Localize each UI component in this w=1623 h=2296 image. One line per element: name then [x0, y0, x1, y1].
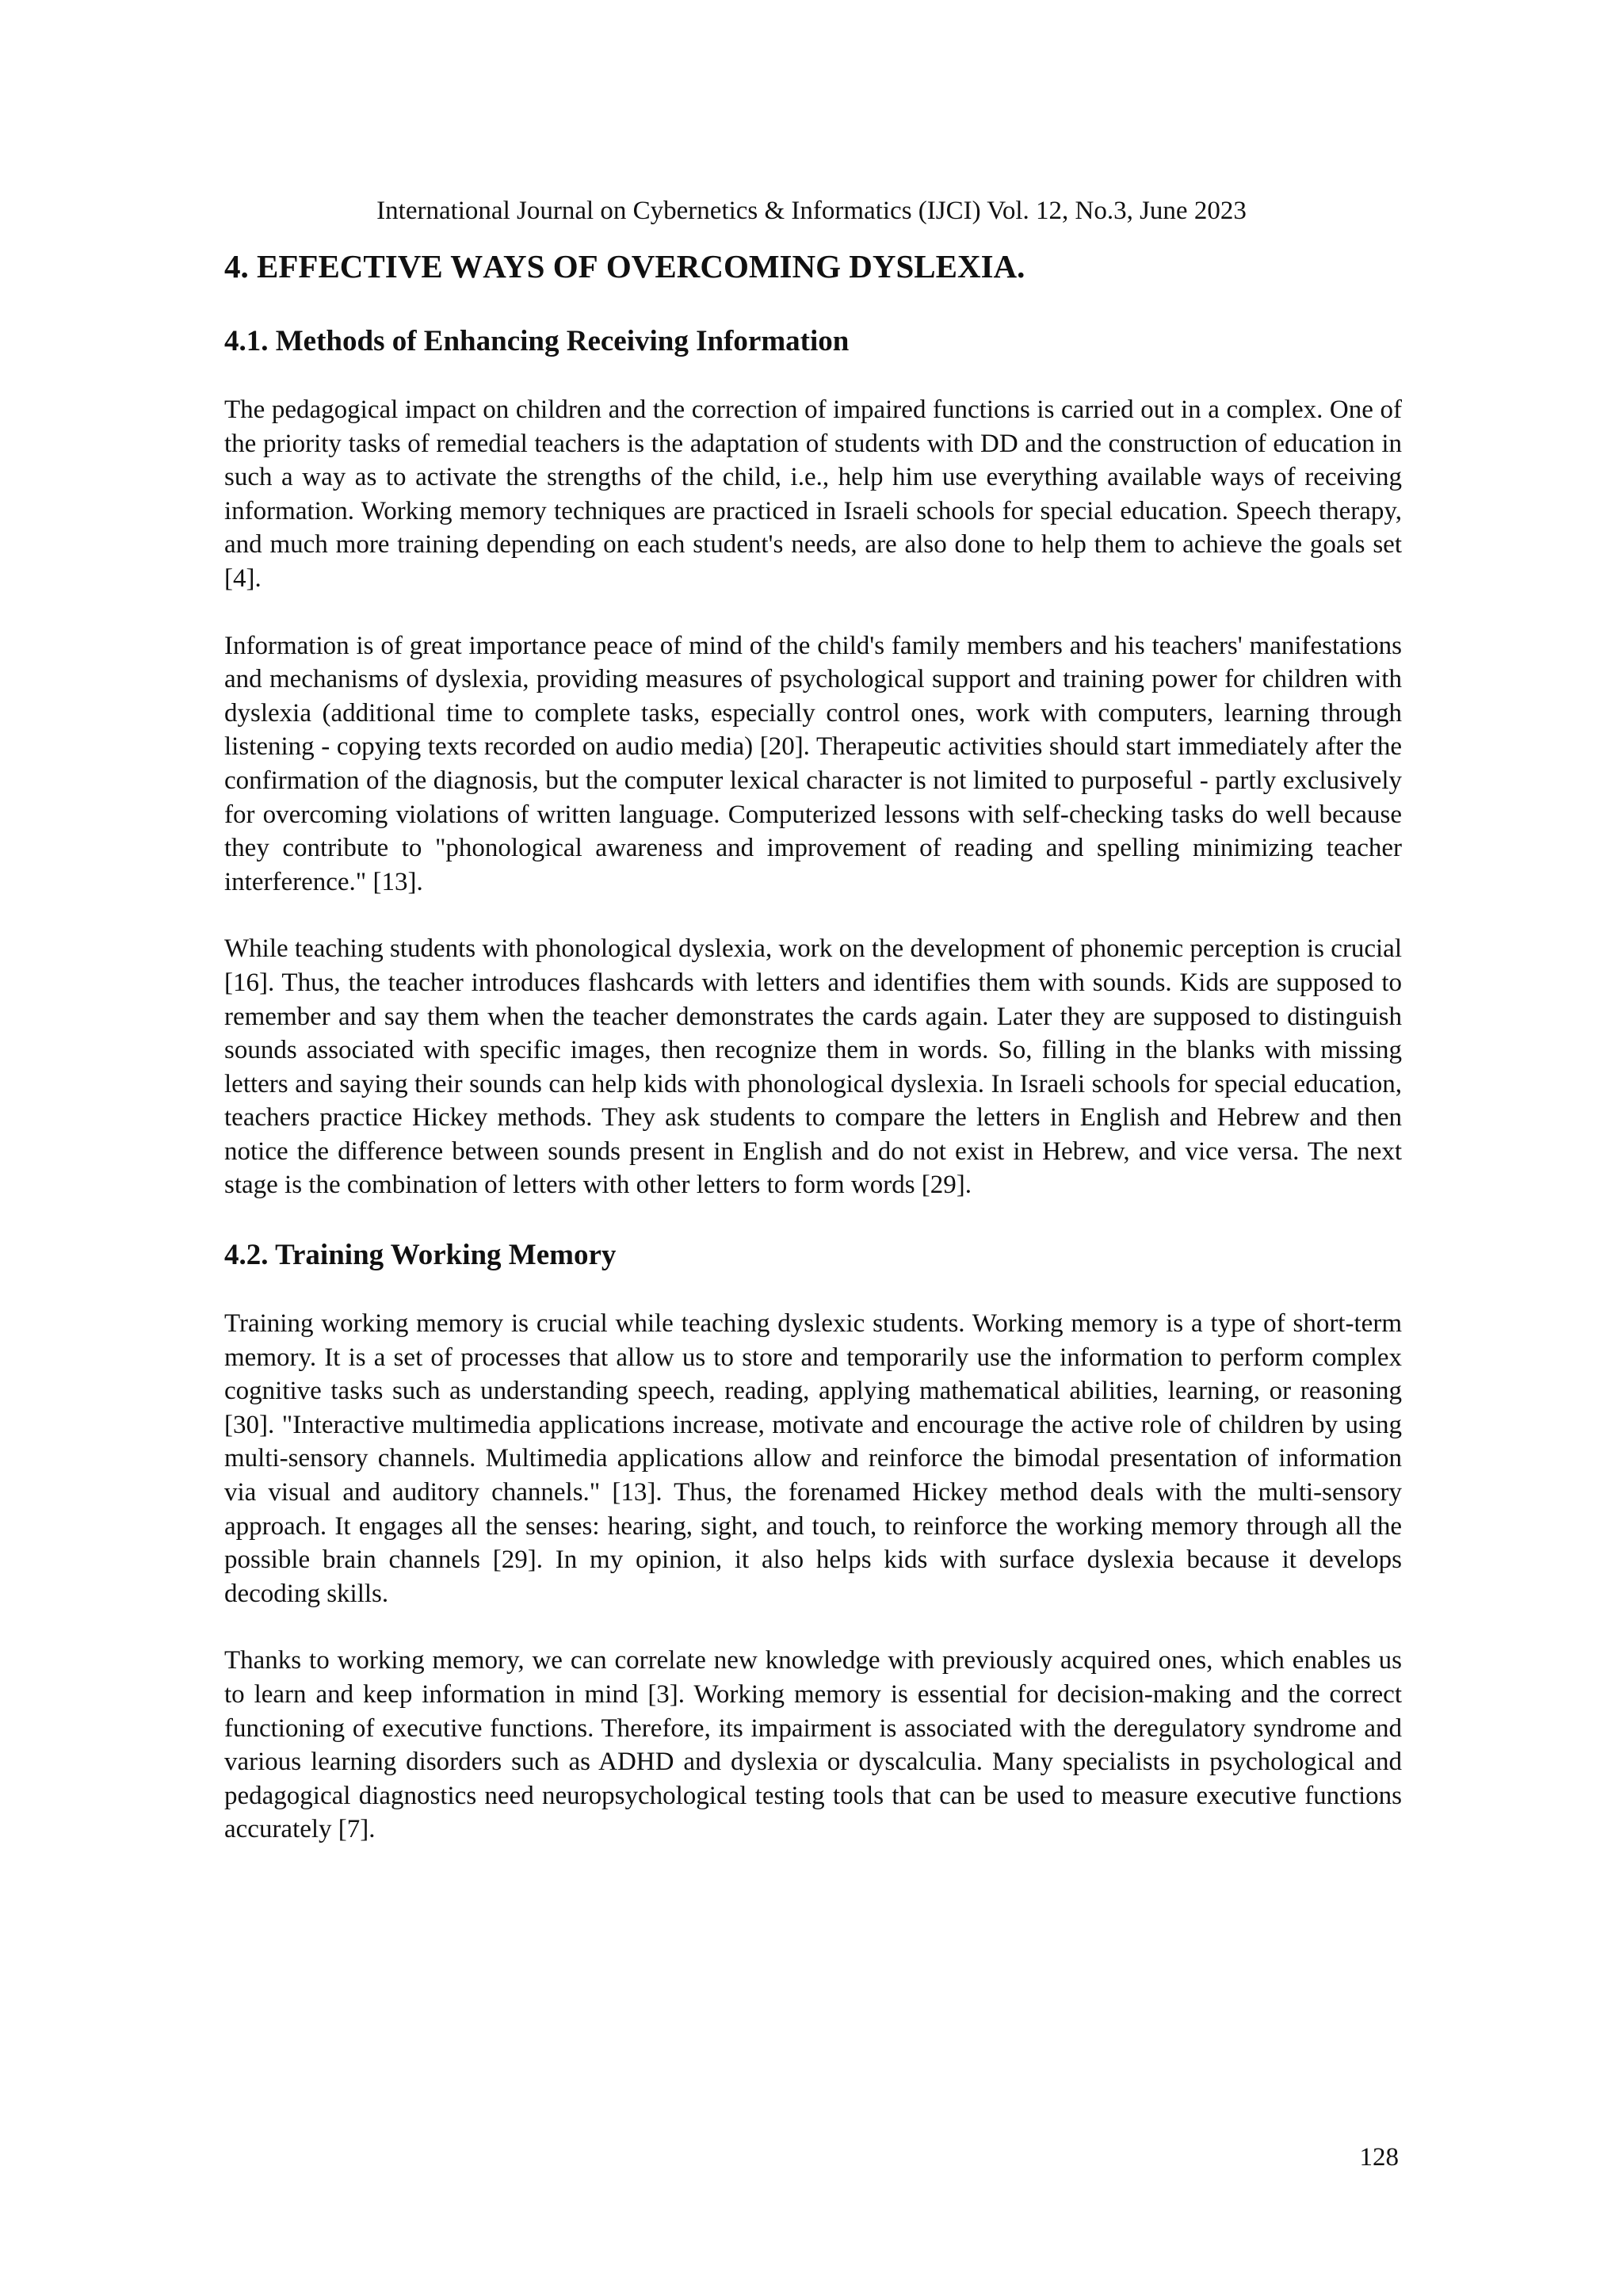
- paragraph-4-1-1: The pedagogical impact on children and the correction of impaired functions is carried out in a complex. One of the priority tasks of remedial teachers is the adaptation of students with DD and the construction of education in such a way as to activate the strengths of the child, i.e., help him use everything available ways of receiving information. Working memory techniques are practiced in Israeli schools for special education. Speech therapy, and much more training depending on each student's needs, are also done to help them to achieve the goals set [4].: [224, 395, 1402, 593]
- section-title-word: EFFECTIVE: [257, 248, 443, 285]
- section-heading: [224, 244, 1402, 288]
- section-title-word: DYSLEXIA.: [849, 248, 1025, 285]
- section-title-word: OF: [552, 248, 598, 285]
- section-title-word: OVERCOMING: [605, 248, 842, 285]
- page-content: [224, 244, 1402, 1847]
- subsection-heading-4-1: 4.1. Methods of Enhancing Receiving Information: [224, 325, 850, 357]
- paragraph-4-1-3: While teaching students with phonological dyslexia, work on the development of phonemic perception is crucial [16]. Thus, the teacher introduces flashcards with letters and identifies them with sounds. Kids are supposed to remember and say them when the teacher demonstrates the cards again. Later they are supposed to distinguish sounds associated with specific images, then recognize them in words. So, filling in the blanks with missing letters and saying their sounds can help kids with phonological dyslexia. In Israeli schools for special education, teachers practice Hickey methods. They ask students to compare the letters in English and Hebrew and then notice the difference between sounds present in English and do not exist in Hebrew, and vice versa. The next stage is the combination of letters with other letters to form words [29].: [224, 934, 1402, 1200]
- section-title-word: WAYS: [450, 248, 545, 285]
- paragraph-4-1-2: Information is of great importance peace of mind of the child's family members and his teachers' manifestations and mechanisms of dyslexia, providing measures of psychological support and training power for children with dyslexia (additional time to complete tasks, especially control ones, work with computers, learning through listening - copying texts recorded on audio media) [20]. Therapeutic activities should start immediately after the confirmation of the diagnosis, but the computer lexical character is not limited to purposeful - partly exclusively for overcoming violations of written language. Computerized lessons with self-checking tasks do well because they contribute to "phonological awareness and improvement of reading and spelling minimizing teacher interference." [13].: [224, 631, 1402, 896]
- paragraph-4-2-1: Training working memory is crucial while teaching dyslexic students. Working memory is a type of short-term memory. It is a set of processes that allow us to store and temporarily use the information to perform complex cognitive tasks such as understanding speech, reading, applying mathematical abilities, learning, or reasoning [30]. "Interactive multimedia applications increase, motivate and encourage the active role of children by using multi-sensory channels. Multimedia applications allow and reinforce the bimodal presentation of information via visual and auditory channels." [13]. Thus, the forenamed Hickey method deals with the multi-sensory approach. It engages all the senses: hearing, sight, and touch, to reinforce the working memory through all the possible brain channels [29]. In my opinion, it also helps kids with surface dyslexia because it develops decoding skills.: [224, 1309, 1402, 1608]
- running-header: International Journal on Cybernetics & Informatics (IJCI) Vol. 12, No.3, June 2023: [376, 197, 1247, 225]
- paragraph-4-2-2: Thanks to working memory, we can correlate new knowledge with previously acquired ones, which enables us to learn and keep information in mind [3]. Working memory is essential for decision-making and the correct functioning of executive functions. Therefore, its impairment is associated with the deregulatory syndrome and various learning disorders such as ADHD and dyslexia or dyscalculia. Many specialists in psychological and pedagogical diagnostics need neuropsychological testing tools that can be used to measure executive functions accurately [7].: [224, 1646, 1402, 1844]
- subsection-heading-4-2: 4.2. Training Working Memory: [224, 1239, 617, 1272]
- section-number: 4.: [224, 248, 257, 285]
- page-number: 128: [1359, 2143, 1399, 2172]
